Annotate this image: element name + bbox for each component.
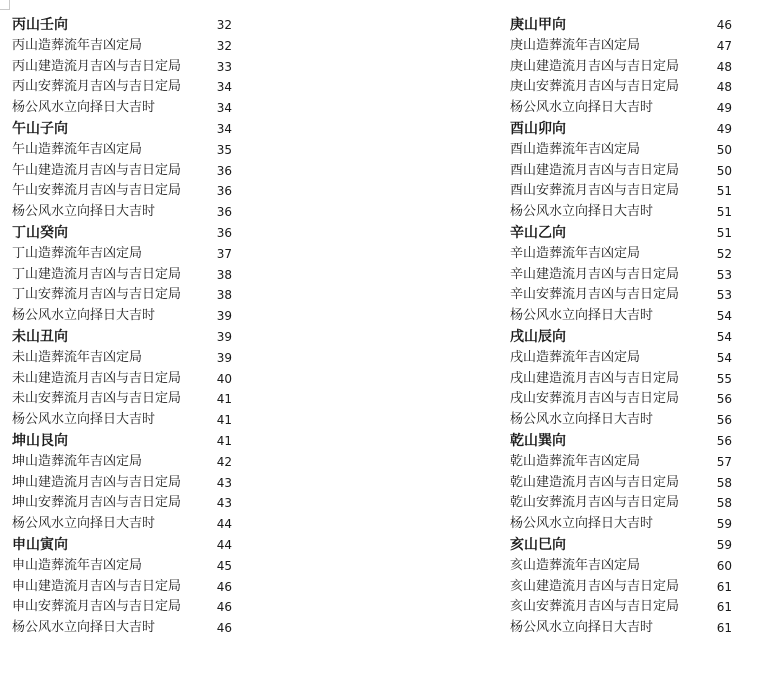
toc-section-heading[interactable] — [12, 223, 232, 244]
toc-entry[interactable] — [12, 493, 232, 514]
toc-entry[interactable] — [510, 181, 732, 202]
toc-entry-page: 57 — [716, 454, 732, 469]
toc-entry[interactable] — [510, 493, 732, 514]
toc-entry-title: 杨公风水立向择日大吉时 — [12, 516, 156, 532]
toc-entry[interactable] — [12, 577, 232, 598]
toc-entry-page: 50 — [716, 163, 732, 178]
toc-entry-title: 酉山卯向 — [510, 120, 566, 137]
toc-entry-page: 41 — [216, 392, 232, 407]
toc-entry-page: 43 — [216, 496, 232, 511]
toc-entry-title: 辛山乙向 — [510, 224, 566, 241]
toc-entry-title: 杨公风水立向择日大吉时 — [510, 100, 654, 116]
toc-entry-page: 51 — [716, 225, 732, 240]
toc-entry-page: 43 — [216, 475, 232, 490]
toc-entry-page: 53 — [716, 267, 732, 282]
toc-entry-page: 36 — [216, 184, 232, 199]
toc-entry-title: 亥山造葬流年吉凶定局 — [510, 557, 641, 573]
toc-entry-title: 杨公风水立向择日大吉时 — [12, 412, 156, 428]
toc-entry-page: 35 — [216, 142, 232, 157]
toc-entry-page: 34 — [216, 80, 232, 95]
toc-entry-title: 庚山建造流月吉凶与吉日定局 — [510, 58, 680, 74]
toc-entry-title: 戌山造葬流年吉凶定局 — [510, 349, 641, 365]
toc-entry-page: 32 — [216, 38, 232, 53]
toc-entry-page: 51 — [716, 184, 732, 199]
toc-entry-title: 丙山造葬流年吉凶定局 — [12, 37, 143, 53]
toc-entry-page: 44 — [216, 517, 232, 532]
toc-entry-page: 37 — [216, 246, 232, 261]
toc-entry-title: 午山造葬流年吉凶定局 — [12, 141, 143, 157]
toc-entry-title: 丙山壬向 — [12, 17, 68, 33]
toc-entry[interactable] — [510, 161, 732, 182]
toc-entry-page: 48 — [716, 59, 732, 74]
toc-entry-title: 丁山癸向 — [12, 224, 68, 241]
toc-section-heading[interactable] — [510, 15, 732, 36]
toc-entry-title: 杨公风水立向择日大吉时 — [12, 204, 156, 220]
toc-entry-title: 杨公风水立向择日大吉时 — [510, 412, 654, 428]
toc-entry[interactable] — [510, 473, 732, 494]
toc-entry[interactable] — [510, 618, 732, 639]
toc-entry-page: 33 — [216, 59, 232, 74]
toc-entry-page: 34 — [216, 101, 232, 116]
toc-entry-title: 辛山建造流月吉凶与吉日定局 — [510, 266, 680, 282]
toc-entry-title: 杨公风水立向择日大吉时 — [12, 620, 156, 636]
toc-entry-title: 酉山建造流月吉凶与吉日定局 — [510, 162, 680, 178]
toc-entry[interactable] — [510, 306, 732, 327]
toc-entry[interactable] — [12, 473, 232, 494]
toc-entry-title: 戌山辰向 — [510, 328, 566, 345]
toc-entry-title: 丙山建造流月吉凶与吉日定局 — [12, 58, 182, 74]
toc-entry-title: 杨公风水立向择日大吉时 — [510, 620, 654, 636]
toc-entry-title: 杨公风水立向择日大吉时 — [12, 100, 156, 116]
toc-entry-page: 32 — [216, 18, 232, 32]
toc-entry-title: 未山造葬流年吉凶定局 — [12, 349, 143, 365]
toc-entry[interactable] — [12, 57, 232, 78]
toc-entry-page: 50 — [716, 142, 732, 157]
toc-entry[interactable] — [12, 452, 232, 473]
toc-entry-page: 59 — [716, 537, 732, 552]
toc-entry-page: 54 — [716, 350, 732, 365]
toc-entry[interactable] — [510, 514, 732, 535]
toc-entry[interactable] — [12, 389, 232, 410]
toc-entry-title: 亥山建造流月吉凶与吉日定局 — [510, 578, 680, 594]
toc-entry-title: 坤山艮向 — [12, 432, 68, 449]
toc-entry-title: 杨公风水立向择日大吉时 — [510, 204, 654, 220]
toc-entry-title: 申山造葬流年吉凶定局 — [12, 557, 143, 573]
toc-entry-page: 39 — [216, 350, 232, 365]
toc-entry-page: 36 — [216, 205, 232, 220]
toc-column-right — [510, 15, 732, 639]
toc-entry-title: 杨公风水立向择日大吉时 — [510, 308, 654, 324]
toc-entry-page: 46 — [216, 579, 232, 594]
toc-entry-title: 坤山建造流月吉凶与吉日定局 — [12, 474, 182, 490]
toc-entry[interactable] — [12, 348, 232, 369]
toc-entry-page: 56 — [716, 433, 732, 448]
toc-entry-title: 午山安葬流月吉凶与吉日定局 — [12, 183, 182, 199]
toc-entry-page: 41 — [216, 413, 232, 428]
toc-entry[interactable] — [12, 181, 232, 202]
toc-entry-title: 乾山建造流月吉凶与吉日定局 — [510, 474, 680, 490]
toc-entry-title: 未山安葬流月吉凶与吉日定局 — [12, 391, 182, 407]
toc-entry[interactable] — [12, 161, 232, 182]
toc-entry[interactable] — [510, 452, 732, 473]
toc-entry[interactable] — [510, 556, 732, 577]
toc-entry-page: 41 — [216, 433, 232, 448]
toc-entry-page: 60 — [716, 558, 732, 573]
toc-section-heading[interactable] — [510, 535, 732, 556]
toc-entry-page: 61 — [716, 600, 732, 615]
toc-entry-title: 辛山造葬流年吉凶定局 — [510, 245, 641, 261]
toc-entry[interactable] — [510, 36, 732, 57]
toc-entry-page: 49 — [716, 121, 732, 136]
toc-entry[interactable] — [510, 577, 732, 598]
toc-entry[interactable] — [12, 77, 232, 98]
toc-entry-title: 丁山建造流月吉凶与吉日定局 — [12, 266, 182, 282]
toc-section-heading[interactable] — [12, 119, 232, 140]
toc-entry[interactable] — [12, 140, 232, 161]
toc-section-heading[interactable] — [12, 327, 232, 348]
toc-entry-page: 46 — [716, 18, 732, 32]
toc-column-left — [12, 15, 232, 639]
toc-entry-title: 戌山建造流月吉凶与吉日定局 — [510, 370, 680, 386]
toc-entry-page: 44 — [216, 537, 232, 552]
toc-entry[interactable] — [12, 514, 232, 535]
toc-entry[interactable] — [12, 285, 232, 306]
toc-entry-page: 42 — [216, 454, 232, 469]
toc-entry[interactable] — [510, 77, 732, 98]
toc-entry[interactable] — [12, 202, 232, 223]
toc-entry-title: 乾山巽向 — [510, 432, 566, 449]
toc-entry-title: 杨公风水立向择日大吉时 — [510, 516, 654, 532]
toc-entry-page: 54 — [716, 329, 732, 344]
toc-entry[interactable] — [510, 140, 732, 161]
toc-entry[interactable] — [510, 285, 732, 306]
toc-entry-title: 亥山安葬流月吉凶与吉日定局 — [510, 599, 680, 615]
toc-entry-page: 38 — [216, 288, 232, 303]
toc-entry-page: 46 — [216, 621, 232, 636]
toc-entry[interactable] — [510, 348, 732, 369]
toc-entry[interactable] — [12, 98, 232, 119]
toc-entry-page: 38 — [216, 267, 232, 282]
toc-entry[interactable] — [510, 265, 732, 286]
toc-section-heading[interactable] — [12, 431, 232, 452]
toc-entry-page: 45 — [216, 558, 232, 573]
toc-entry-title: 丁山造葬流年吉凶定局 — [12, 245, 143, 261]
toc-entry-page: 36 — [216, 225, 232, 240]
toc-entry-title: 庚山甲向 — [510, 17, 566, 33]
toc-entry-page: 54 — [716, 309, 732, 324]
toc-entry-title: 坤山安葬流月吉凶与吉日定局 — [12, 495, 182, 511]
toc-entry-title: 庚山安葬流月吉凶与吉日定局 — [510, 79, 680, 95]
toc-entry-title: 申山安葬流月吉凶与吉日定局 — [12, 599, 182, 615]
toc-section-heading[interactable] — [510, 327, 732, 348]
toc-entry-page: 39 — [216, 329, 232, 344]
toc-entry-title: 戌山安葬流月吉凶与吉日定局 — [510, 391, 680, 407]
toc-entry-title: 未山建造流月吉凶与吉日定局 — [12, 370, 182, 386]
toc-entry[interactable] — [12, 410, 232, 431]
toc-entry[interactable] — [510, 202, 732, 223]
toc-entry-page: 40 — [216, 371, 232, 386]
toc-entry-title: 亥山巳向 — [510, 536, 566, 553]
toc-entry-page: 51 — [716, 205, 732, 220]
toc-section-heading[interactable] — [12, 15, 232, 36]
toc-entry-page: 59 — [716, 517, 732, 532]
toc-entry-page: 53 — [716, 288, 732, 303]
toc-section-heading[interactable] — [510, 431, 732, 452]
toc-entry[interactable] — [12, 369, 232, 390]
toc-entry-title: 午山子向 — [12, 120, 68, 137]
toc-entry[interactable] — [510, 369, 732, 390]
toc-entry-page: 58 — [716, 496, 732, 511]
toc-section-heading[interactable] — [510, 223, 732, 244]
toc-entry-page: 48 — [716, 80, 732, 95]
toc-entry[interactable] — [12, 306, 232, 327]
toc-entry[interactable] — [510, 410, 732, 431]
toc-entry-page: 46 — [216, 600, 232, 615]
toc-entry-page: 56 — [716, 413, 732, 428]
toc-entry[interactable] — [12, 556, 232, 577]
toc-entry[interactable] — [510, 597, 732, 618]
toc-entry-title: 丁山安葬流月吉凶与吉日定局 — [12, 287, 182, 303]
toc-entry-page: 58 — [716, 475, 732, 490]
toc-entry-title: 乾山造葬流年吉凶定局 — [510, 453, 641, 469]
toc-entry-title: 申山建造流月吉凶与吉日定局 — [12, 578, 182, 594]
toc-entry-page: 55 — [716, 371, 732, 386]
toc-entry[interactable] — [12, 265, 232, 286]
toc-entry-title: 酉山造葬流年吉凶定局 — [510, 141, 641, 157]
toc-section-heading[interactable] — [12, 535, 232, 556]
toc-entry-page: 61 — [716, 621, 732, 636]
toc-entry-page: 56 — [716, 392, 732, 407]
toc-entry-page: 39 — [216, 309, 232, 324]
toc-entry[interactable] — [12, 618, 232, 639]
toc-entry-page: 49 — [716, 101, 732, 116]
toc-entry[interactable] — [12, 244, 232, 265]
toc-entry[interactable] — [510, 98, 732, 119]
toc-entry-title: 杨公风水立向择日大吉时 — [12, 308, 156, 324]
toc-entry-title: 坤山造葬流年吉凶定局 — [12, 453, 143, 469]
toc-entry[interactable] — [12, 36, 232, 57]
toc-entry-title: 乾山安葬流月吉凶与吉日定局 — [510, 495, 680, 511]
toc-entry-page: 34 — [216, 121, 232, 136]
toc-entry[interactable] — [510, 244, 732, 265]
toc-entry-title: 午山建造流月吉凶与吉日定局 — [12, 162, 182, 178]
toc-entry-title: 辛山安葬流月吉凶与吉日定局 — [510, 287, 680, 303]
toc-entry-page: 61 — [716, 579, 732, 594]
toc-entry-page: 36 — [216, 163, 232, 178]
toc-entry-page: 47 — [716, 38, 732, 53]
toc-entry-title: 酉山安葬流月吉凶与吉日定局 — [510, 183, 680, 199]
page-corner-mark — [0, 0, 10, 10]
toc-entry-title: 庚山造葬流年吉凶定局 — [510, 37, 641, 53]
toc-entry[interactable] — [510, 389, 732, 410]
toc-entry-page: 52 — [716, 246, 732, 261]
toc-entry[interactable] — [510, 57, 732, 78]
toc-entry-title: 申山寅向 — [12, 536, 68, 553]
toc-entry[interactable] — [12, 597, 232, 618]
toc-section-heading[interactable] — [510, 119, 732, 140]
toc-entry-title: 未山丑向 — [12, 328, 68, 345]
toc-entry-title: 丙山安葬流月吉凶与吉日定局 — [12, 79, 182, 95]
